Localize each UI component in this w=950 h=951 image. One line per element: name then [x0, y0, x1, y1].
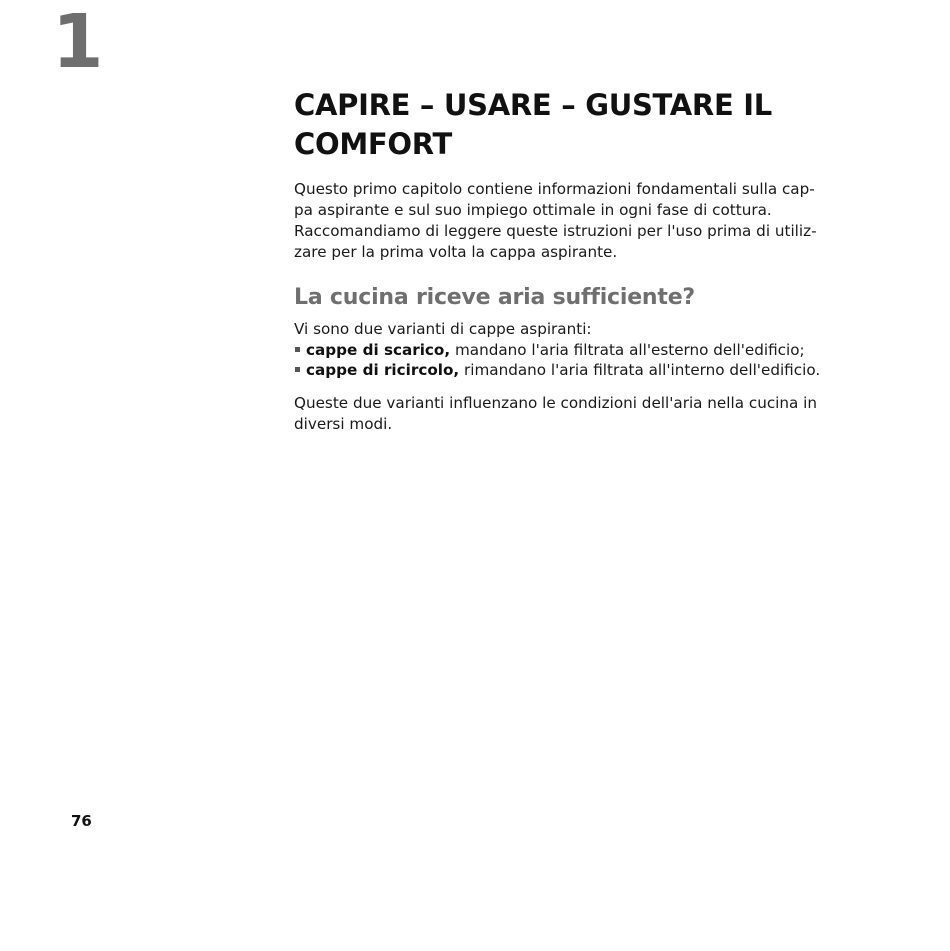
square-bullet-icon — [295, 367, 300, 372]
bullet-text: mandano l'aria filtrata all'esterno dell'edificio; — [450, 341, 805, 359]
intro-line: Questo primo capitolo contiene informazioni fondamentali sulla cap- — [294, 180, 815, 198]
closing-paragraph — [294, 393, 817, 435]
chapter-number: 1 — [52, 0, 104, 85]
intro-line: zare per la prima volta la cappa aspirante. — [294, 243, 618, 261]
intro-line: pa aspirante e sul suo impiego ottimale in ogni fase di cottura. — [294, 201, 772, 219]
page-number: 76 — [71, 812, 92, 830]
square-bullet-icon — [295, 347, 300, 352]
lead-paragraph: Vi sono due varianti di cappe aspiranti: — [294, 320, 592, 338]
intro-line: Raccomandiamo di leggere queste istruzioni per l'uso prima di utiliz- — [294, 222, 817, 240]
bullet-text: rimandano l'aria filtrata all'interno dell'edificio. — [459, 361, 821, 379]
closing-line: diversi modi. — [294, 415, 393, 433]
page-content — [294, 86, 821, 435]
bullet-list — [294, 340, 821, 380]
intro-paragraph — [294, 179, 817, 263]
section-heading: La cucina riceve aria sufficiente? — [294, 285, 695, 310]
page-title: CAPIRE – USARE – GUSTARE IL COMFORT — [294, 88, 772, 161]
closing-line: Queste due varianti influenzano le condizioni dell'aria nella cucina in — [294, 394, 817, 412]
list-item — [294, 340, 814, 360]
bullet-term: cappe di ricircolo, — [306, 361, 460, 379]
list-item — [294, 360, 821, 380]
bullet-term: cappe di scarico, — [306, 341, 451, 359]
